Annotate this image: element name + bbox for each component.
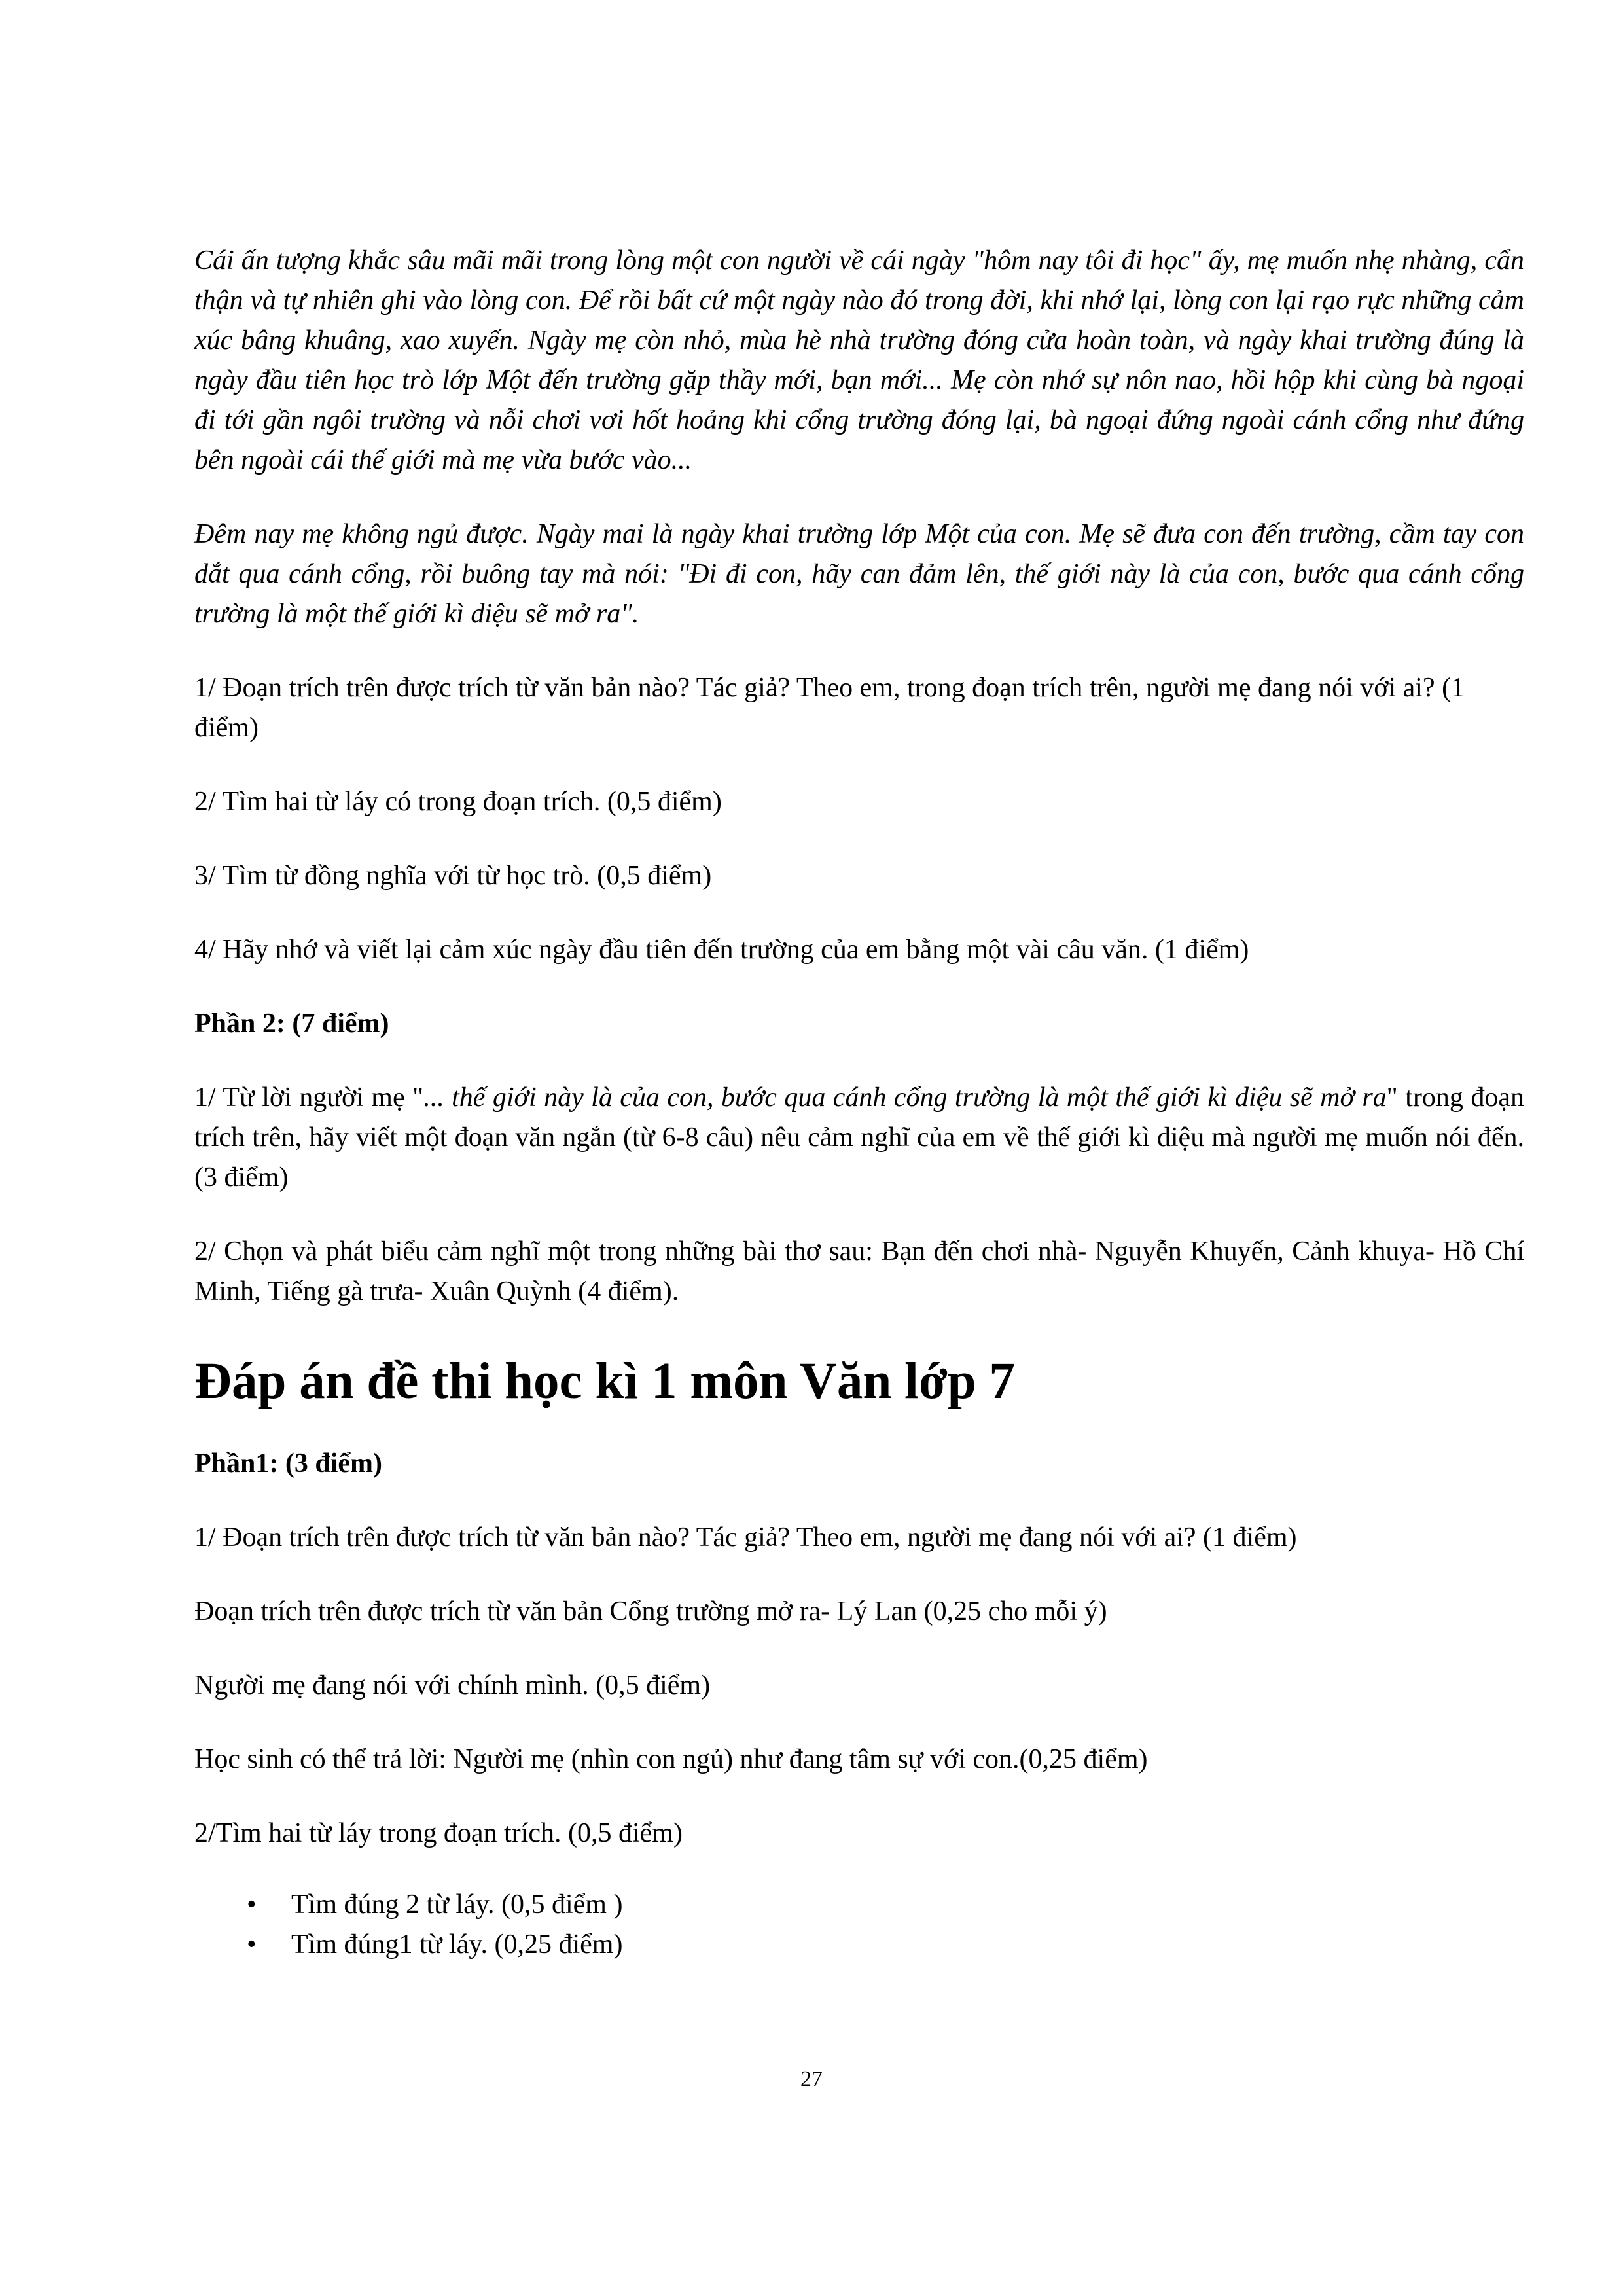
part2-q1-quote: ... thế giới này là của con, bước qua cánh cổng trường là một thế giới kì diệu sẽ mở ra (423, 1083, 1387, 1113)
bullet-text: Tìm đúng 2 từ láy. (0,5 điểm ) (291, 1890, 623, 1920)
answers-part1-heading: Phần1: (3 điểm) (194, 1448, 382, 1479)
part2-q1-suffix: " trong đoạn trích trên, hãy viết một đoạn văn ngắn (từ 6-8 câu) nêu cảm nghĩ của em về thế giới kì diệu mà người mẹ muốn nói đến. (3 điểm) (194, 1083, 1524, 1193)
part2-question-1 (194, 1078, 1524, 1198)
answer-line-1: 1/ Đoạn trích trên được trích từ văn bản nào? Tác giả? Theo em, người mẹ đang nói với ai? (1 điểm) (194, 1522, 1297, 1552)
answer-bullet-list (194, 1885, 1524, 1965)
passage-paragraph-1: Cái ấn tượng khắc sâu mãi mãi trong lòng một con người về cái ngày "hôm nay tôi đi học" ấy, mẹ muốn nhẹ nhàng, cẩn thận và tự nhiên ghi vào lòng con. Để rồi bất cứ một ngày nào đó trong đời, khi nhớ lại, lòng con lại rạo rực những cảm xúc bâng khuâng, xao xuyến. Ngày mẹ còn nhỏ, mùa hè nhà trường đóng cửa hoàn toàn, và ngày khai trường đúng là ngày đầu tiên học trò lớp Một đến trường gặp thầy mới, bạn mới... Mẹ còn nhớ sự nôn nao, hồi hộp khi cùng bà ngoại đi tới gần ngôi trường và nỗi chơi vơi hốt hoảng khi cổng trường đóng lại, bà ngoại đứng ngoài cánh cổng như đứng bên ngoài cái thế giới mà mẹ vừa bước vào... (194, 245, 1524, 475)
passage-paragraph-2: Đêm nay mẹ không ngủ được. Ngày mai là ngày khai trường lớp Một của con. Mẹ sẽ đưa con đến trường, cầm tay con dắt qua cánh cổng, rồi buông tay mà nói: "Đi đi con, hãy can đảm lên, thế giới này là của con, bước qua cánh cổng trường là một thế giới kì diệu sẽ mở ra". (194, 519, 1524, 629)
list-item (247, 1925, 1524, 1965)
part1-question-4: 4/ Hãy nhớ và viết lại cảm xúc ngày đầu tiên đến trường của em bằng một vài câu văn. (1 điểm) (194, 935, 1249, 965)
page-number: 27 (800, 2067, 823, 2091)
answer-line-4: Học sinh có thể trả lời: Người mẹ (nhìn con ngủ) như đang tâm sự với con.(0,25 điểm) (194, 1744, 1148, 1774)
list-item (247, 1885, 1524, 1925)
answer-line-5: 2/Tìm hai từ láy trong đoạn trích. (0,5 điểm) (194, 1818, 683, 1848)
part2-q1-prefix: 1/ Từ lời người mẹ " (194, 1083, 424, 1113)
part1-question-3: 3/ Tìm từ đồng nghĩa với từ học trò. (0,5 điểm) (194, 861, 712, 891)
document-page (194, 241, 1524, 1965)
bullet-dot-icon: • (247, 1890, 257, 1920)
bullet-dot-icon: • (247, 1929, 257, 1960)
answer-line-3: Người mẹ đang nói với chính mình. (0,5 điểm) (194, 1670, 711, 1700)
answers-title: Đáp án đề thi học kì 1 môn Văn lớp 7 (194, 1353, 1015, 1410)
part2-question-2: 2/ Chọn và phát biểu cảm nghĩ một trong những bài thơ sau: Bạn đến chơi nhà- Nguyễn Khuyến, Cảnh khuya- Hồ Chí Minh, Tiếng gà trưa- Xuân Quỳnh (4 điểm). (194, 1236, 1524, 1306)
part1-question-2: 2/ Tìm hai từ láy có trong đoạn trích. (0,5 điểm) (194, 787, 722, 817)
part1-question-1: 1/ Đoạn trích trên được trích từ văn bản nào? Tác giả? Theo em, trong đoạn trích trên, người mẹ đang nói với ai? (1 điểm) (194, 673, 1465, 743)
part2-heading: Phần 2: (7 điểm) (194, 1009, 389, 1039)
bullet-text: Tìm đúng1 từ láy. (0,25 điểm) (291, 1929, 623, 1960)
answer-line-2: Đoạn trích trên được trích từ văn bản Cổng trường mở ra- Lý Lan (0,25 cho mỗi ý) (194, 1596, 1107, 1626)
